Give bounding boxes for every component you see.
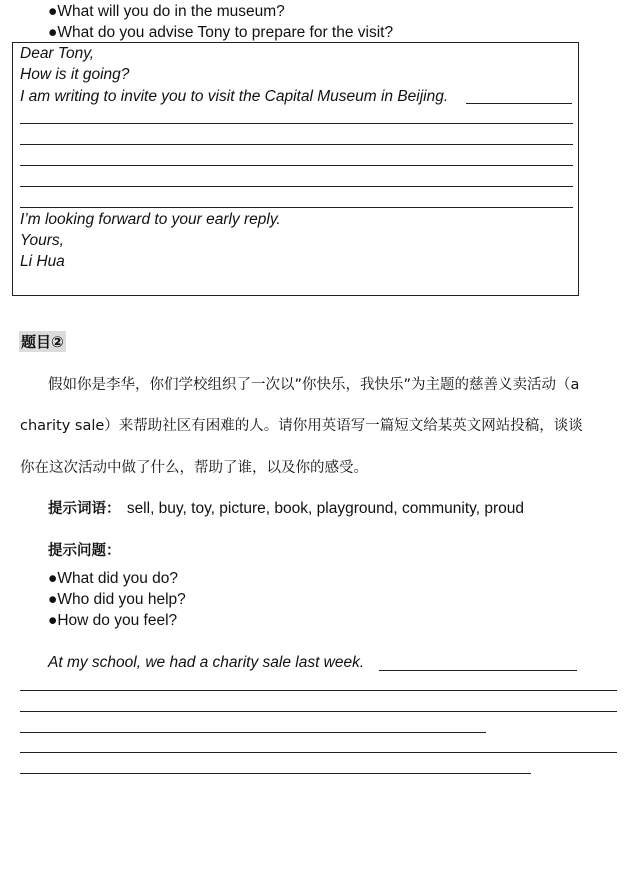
letter-closing: I’m looking forward to your early reply.	[20, 211, 281, 228]
essay-answer-line[interactable]	[20, 773, 531, 774]
hint-words-label: 提示词语：	[48, 501, 121, 517]
prompt-line-3: 你在这次活动中做了什么，帮助了谁，以及你的感受。	[20, 460, 368, 476]
letter-greeting: Dear Tony,	[20, 45, 95, 62]
letter-answer-line[interactable]	[20, 186, 573, 187]
question-who-did-you-help: ●Who did you help?	[48, 591, 186, 608]
letter-signature: Li Hua	[20, 253, 65, 270]
letter-answer-line[interactable]	[466, 103, 572, 104]
essay-answer-line[interactable]	[20, 752, 617, 753]
letter-line-2: How is it going?	[20, 66, 130, 83]
essay-answer-line[interactable]	[20, 690, 617, 691]
hint-words-row	[48, 497, 524, 518]
letter-answer-line[interactable]	[20, 165, 573, 166]
letter-answer-line[interactable]	[20, 207, 573, 208]
prompt-line-2: charity sale）来帮助社区有困难的人。请你用英语写一篇短文给某英文网站投稿，谈谈	[20, 418, 583, 434]
task-2-heading: 题目②	[21, 333, 64, 351]
essay-answer-line[interactable]	[379, 670, 577, 671]
letter-opening: I am writing to invite you to visit the Capital Museum in Beijing.	[20, 88, 449, 105]
essay-opening: At my school, we had a charity sale last week.	[48, 654, 365, 671]
letter-answer-line[interactable]	[20, 123, 573, 124]
letter-answer-line[interactable]	[20, 144, 573, 145]
question-what-did-you-do: ●What did you do?	[48, 570, 178, 587]
bullet-museum: ●What will you do in the museum?	[48, 3, 285, 20]
prompt-line-1: 假如你是李华，你们学校组织了一次以”你快乐，我快乐”为主题的慈善义卖活动（a	[48, 377, 580, 393]
bullet-prepare: ●What do you advise Tony to prepare for the visit?	[48, 24, 394, 41]
question-how-do-you-feel: ●How do you feel?	[48, 612, 178, 629]
essay-answer-line[interactable]	[20, 711, 617, 712]
letter-signoff: Yours,	[20, 232, 64, 249]
essay-answer-line[interactable]	[20, 732, 486, 733]
hint-words: sell, buy, toy, picture, book, playground, community, proud	[126, 500, 524, 517]
hint-questions-label: 提示问题：	[48, 543, 121, 559]
